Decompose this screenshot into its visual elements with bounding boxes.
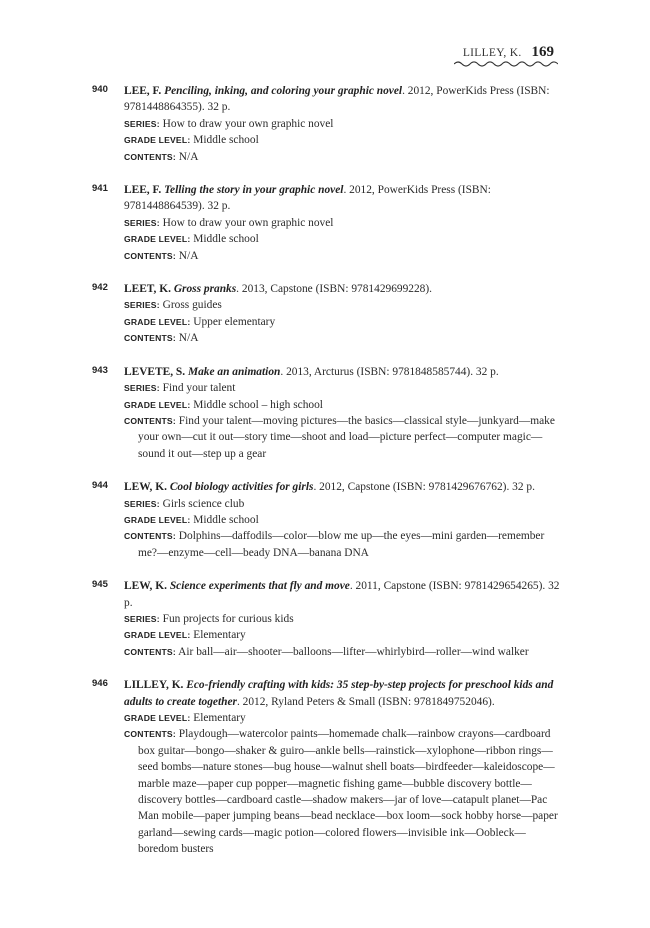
entry-publication: . 2012, Ryland Peters & Small (ISBN: 9781849752046). (236, 695, 495, 708)
entry-contents (124, 149, 562, 165)
grade-level-value: Elementary (193, 629, 246, 642)
contents-label: CONTENTS: (124, 646, 176, 657)
entry-number: 942 (92, 282, 108, 294)
entry-series (124, 297, 562, 313)
entry-number: 945 (92, 579, 108, 591)
bibliography-entry (92, 364, 562, 462)
entry-series (124, 116, 562, 132)
grade-level-label: GRADE LEVEL: (124, 630, 191, 641)
series-value: Girls science club (162, 497, 245, 510)
grade-level-label: GRADE LEVEL: (124, 234, 191, 245)
entry-series (124, 496, 562, 512)
entry-author: LEE, F. (124, 85, 162, 97)
entry-author: LEET, K. (124, 283, 171, 296)
entry-author: LEE, F. (124, 184, 162, 197)
entry-citation (124, 578, 562, 611)
bibliography-entry (92, 479, 562, 561)
entry-author: LEW, K. (124, 580, 167, 593)
entry-contents (124, 248, 562, 264)
bibliography-entry (92, 281, 562, 347)
entry-grade-level (124, 627, 562, 643)
header-wave-ornament (454, 60, 558, 68)
grade-level-value: Middle school – high school (193, 398, 323, 411)
contents-value: Find your talent—moving pictures—the basics—classical style—junkyard—make your own—cut it out—story time—shoot and load—picture perfect—computer magic—sound it out—step up a gear (138, 414, 555, 460)
contents-label: CONTENTS: (124, 531, 176, 542)
grade-level-label: GRADE LEVEL: (124, 399, 191, 410)
entry-grade-level (124, 132, 562, 148)
bibliography-entry (92, 578, 562, 660)
entry-series (124, 380, 562, 396)
series-value: Gross guides (162, 299, 222, 312)
entry-publication: . 2012, PowerKids Press (ISBN: 9781448864355). 32 p. (124, 85, 550, 114)
grade-level-value: Middle school (193, 134, 259, 147)
grade-level-label: GRADE LEVEL: (124, 135, 191, 146)
series-value: Fun projects for curious kids (162, 612, 294, 625)
contents-value: N/A (178, 332, 199, 345)
entry-number: 941 (92, 183, 108, 195)
entry-author: LEVETE, S. (124, 365, 186, 378)
entry-author: LILLEY, K. (124, 679, 184, 692)
contents-label: CONTENTS: (124, 250, 176, 261)
entry-citation (124, 364, 562, 380)
entry-author: LEW, K. (124, 481, 167, 494)
entry-contents (124, 726, 562, 857)
entry-title: Cool biology activities for girls (169, 481, 314, 494)
running-head: LILLEY, K. (462, 47, 522, 59)
entry-citation (124, 281, 562, 297)
entry-series (124, 215, 562, 231)
bibliography-entry (92, 83, 562, 165)
entry-contents (124, 413, 562, 462)
entry-grade-level (124, 314, 562, 330)
bibliography-entry (92, 182, 562, 264)
page-number: 169 (531, 44, 554, 60)
entry-title: Gross pranks (173, 283, 237, 296)
series-value: Find your talent (162, 382, 236, 395)
series-value: How to draw your own graphic novel (162, 117, 334, 130)
entry-title: Make an animation (187, 365, 281, 378)
grade-level-value: Elementary (193, 712, 246, 724)
series-label: SERIES: (124, 300, 160, 311)
contents-value: Air ball—air—shooter—balloons—lifter—whirlybird—roller—wind walker (178, 645, 529, 658)
entry-number: 940 (92, 84, 108, 95)
entry-grade-level (124, 710, 562, 726)
series-value: How to draw your own graphic novel (162, 216, 334, 229)
entry-grade-level (124, 397, 562, 413)
contents-label: CONTENTS: (124, 415, 176, 426)
grade-level-label: GRADE LEVEL: (124, 713, 191, 723)
entry-grade-level (124, 231, 562, 247)
entry-title: Penciling, inking, and coloring your graphic novel (164, 85, 403, 97)
entry-citation (124, 83, 562, 116)
grade-level-value: Middle school (193, 233, 259, 246)
entry-publication: . 2012, PowerKids Press (ISBN: 9781448864539). 32 p. (124, 184, 491, 213)
contents-value: N/A (178, 249, 199, 262)
entry-title: Eco-friendly crafting with kids: 35 step-by-step projects for preschool kids and adults to create together (124, 679, 554, 708)
contents-label: CONTENTS: (124, 729, 176, 740)
entry-grade-level (124, 512, 562, 528)
entry-number: 944 (92, 480, 108, 492)
entry-contents (124, 330, 562, 346)
series-label: SERIES: (124, 613, 160, 624)
contents-value: Dolphins—daffodils—color—blow me up—the eyes—mini garden—remember me?—enzyme—cell—beady DNA—banana DNA (138, 530, 545, 559)
series-label: SERIES: (124, 217, 160, 228)
entry-number: 943 (92, 364, 108, 376)
entry-number: 946 (92, 678, 108, 690)
contents-value: Playdough—watercolor paints—homemade chalk—rainbow crayons—cardboard box guitar—bongo—shaker & guiro—ankle bells—rainstick—xylophone—ribbon rings—seed bombs—nature stones—bug house—walnut shell boats—birdfeeder—kaleidoscope—marble maze—paper cup popper—magnetic fishing game—bubble discovery bottle—discovery bottles—cardboard castle—shadow makers—jar of love—catapult planet—Pac Man mobile—paper jumping beans—bead necklace—box loom—sock hobby horse—paper garland—sewing cards—magic potion—colored flowers—invisible ink—Oobleck—boredom busters (138, 728, 558, 856)
grade-level-label: GRADE LEVEL: (124, 316, 191, 327)
entry-contents (124, 644, 562, 660)
entry-series (124, 611, 562, 627)
series-label: SERIES: (124, 498, 160, 509)
entry-citation (124, 182, 562, 215)
contents-value: N/A (178, 150, 199, 163)
grade-level-value: Middle school (193, 513, 259, 526)
series-label: SERIES: (124, 118, 160, 129)
entry-publication: . 2011, Capstone (ISBN: 9781429654265). 32 p. (124, 580, 560, 609)
entry-publication: . 2013, Arcturus (ISBN: 9781848585744). 32 p. (280, 365, 499, 378)
entry-contents (124, 528, 562, 561)
grade-level-label: GRADE LEVEL: (124, 514, 191, 525)
contents-label: CONTENTS: (124, 333, 176, 344)
bibliography-entry (92, 677, 562, 857)
entry-publication: . 2013, Capstone (ISBN: 9781429699228). (236, 283, 433, 296)
entry-publication: . 2012, Capstone (ISBN: 9781429676762). 32 p. (313, 481, 535, 494)
entry-title: Science experiments that fly and move (169, 580, 350, 593)
entry-title: Telling the story in your graphic novel (164, 184, 344, 197)
page-header (463, 44, 554, 61)
contents-label: CONTENTS: (124, 151, 176, 162)
entry-citation (124, 479, 562, 495)
grade-level-value: Upper elementary (193, 315, 276, 328)
entry-citation (124, 677, 562, 710)
bibliography-entries (92, 83, 562, 875)
series-label: SERIES: (124, 383, 160, 394)
